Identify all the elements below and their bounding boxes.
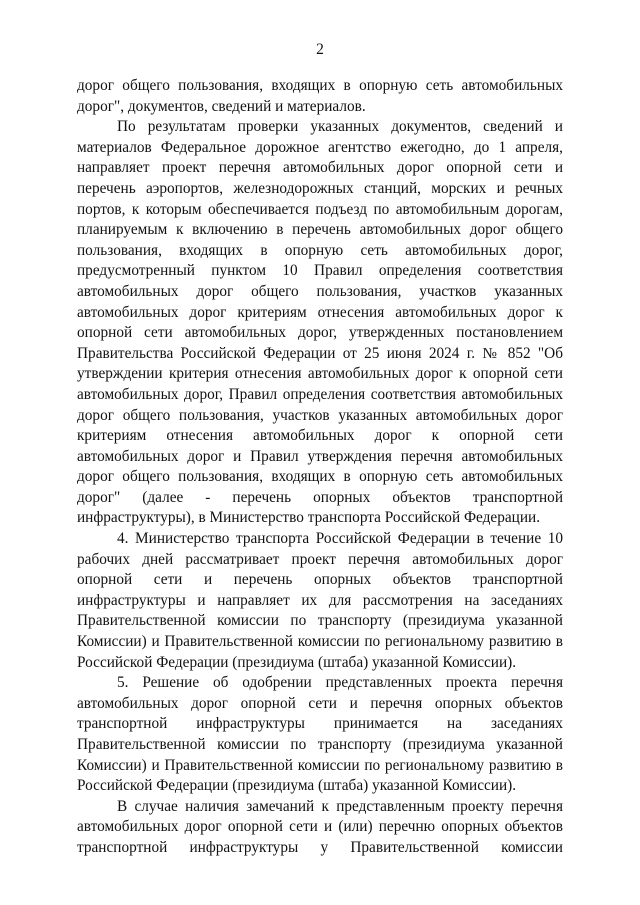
paragraph-item-5: 5. Решение об одобрении представленных проекта перечня автомобильных дорог опорной сети и перечня опорных объектов транспортной инфраструктуры принимается на заседаниях Правительственной комиссии по транспорту (президиума указанной Комиссии) и Правительственной комиссии по региональному развитию в Российской Федерации (президиума (штаба) указанной Комиссии). — [77, 674, 563, 795]
paragraph-continuation: дорог общего пользования, входящих в опорную сеть автомобильных дорог", документов, сведений и материалов. — [77, 77, 563, 115]
paragraph-review-results: По результатам проверки указанных документов, сведений и материалов Федеральное дорожное агентство ежегодно, до 1 апреля, направляет проект перечня автомобильных дорог опорной сети и перечень аэропортов, железнодорожных станций, морских и речных портов, к которым обеспечивается подъезд по автомобильным дорогам, планируемым к включению в перечень автомобильных дорог общего пользования, входящих в опорную сеть автомобильных дорог, предусмотренный пунктом 10 Правил определения соответствия автомобильных дорог общего пользования, участков указанных автомобильных дорог критериям отнесения автомобильных дорог к опорной сети автомобильных дорог, утвержденных постановлением Правительства Российской Федерации от 25 июня 2024 г. № 852 "Об утверждении критерия отнесения автомобильных дорог к опорной сети автомобильных дорог, Правил определения соответствия автомобильных дорог общего пользования, участков указанных автомобильных дорог критериям отнесения автомобильных дорог к опорной сети автомобильных дорог и Правил утверждения перечня автомобильных дорог общего пользования, входящих в опорную сеть автомобильных дорог" (далее - перечень опорных объектов транспортной инфраструктуры), в Министерство транспорта Российской Федерации. — [77, 118, 563, 527]
paragraph-remarks: В случае наличия замечаний к представленным проекту перечня автомобильных дорог опорной сети и (или) перечню опорных объектов транспортной инфраструктуры у Правительственной комиссии — [77, 797, 563, 856]
page-number: 2 — [316, 41, 324, 58]
document-body — [77, 76, 563, 859]
paragraph-item-4: 4. Министерство транспорта Российской Федерации в течение 10 рабочих дней рассматривает проект перечня автомобильных дорог опорной сети и перечень опорных объектов транспортной инфраструктуры и направляет их для рассмотрения на заседаниях Правительственной комиссии по транспорту (президиума указанной Комиссии) и Правительственной комиссии по региональному развитию в Российской Федерации (президиума (штаба) указанной Комиссии). — [77, 530, 563, 671]
